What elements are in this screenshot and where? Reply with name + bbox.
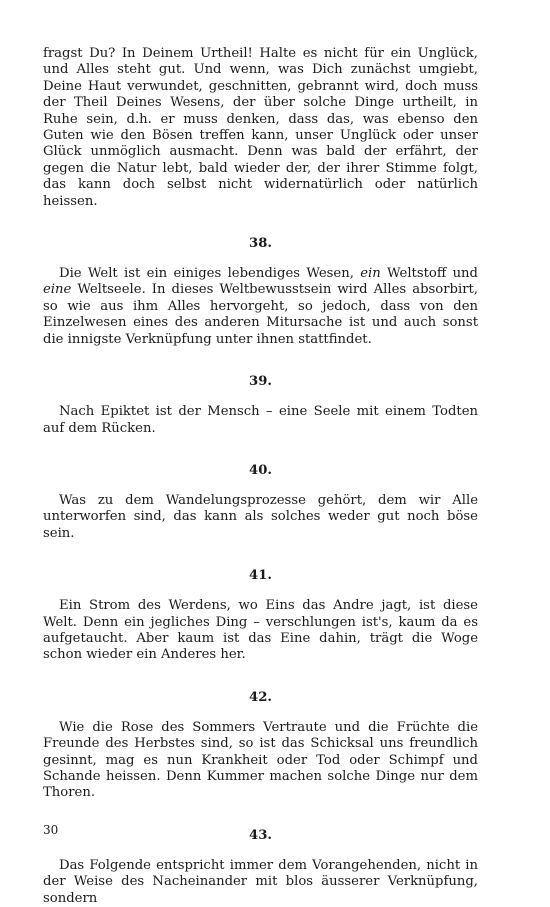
section-38-paragraph: [43, 266, 478, 348]
section-38-text-part: Die Welt ist ein einiges lebendiges Wesen,: [59, 266, 361, 282]
opening-paragraph: fragst Du? In Deinem Urtheil! Halte es nicht für ein Unglück, und Alles steht gut. Und wenn, was Dich zunächst umgiebt, Deine Haut verwundet, geschnitten, gebrannt wird, doch muss der Theil Deines Wesens, der über solche Dinge urtheilt, in Ruhe sein, d.h. er muss denken, dass das, was ebenso den Guten wie den Bösen treffen kann, unser Unglück oder unser Glück unmöglich ausmacht. Denn was bald der erfährt, der gegen die Natur lebt, bald wieder der, der ihrer Stimme folgt, das kann doch selbst nicht widernatürlich oder natürlich heissen.: [43, 46, 478, 209]
section-39-paragraph: Nach Epiktet ist der Mensch – eine Seele mit einem Todten auf dem Rücken.: [43, 404, 478, 436]
section-38-emphasis: eine: [43, 282, 72, 298]
section-38-text-part: Weltstoff und: [380, 266, 478, 282]
section-41-paragraph: Ein Strom des Werdens, wo Eins das Andre jagt, ist diese Welt. Denn ein jegliches Ding – verschlungen ist's, kaum da es aufgetaucht. Aber kaum ist das Eine dahin, trägt die Woge schon wieder ein Anderes her.: [43, 598, 478, 663]
page-body: [43, 46, 478, 907]
section-38-emphasis: ein: [360, 266, 381, 282]
section-number-38: 38.: [249, 236, 272, 252]
section-number-42: 42.: [249, 689, 272, 705]
section-number-41: 41.: [249, 568, 272, 584]
page-number: 30: [43, 823, 59, 837]
section-43-paragraph: Das Folgende entspricht immer dem Vorangehenden, nicht in der Weise des Nacheinander mit blos äusserer Verknüpfung, sondern: [43, 857, 478, 906]
section-40-paragraph: Was zu dem Wandelungsprozesse gehört, dem wir Alle unterworfen sind, das kann als solches weder gut noch böse sein.: [43, 492, 478, 541]
section-38-text-part: Weltseele. In dieses Weltbewusstsein wird Alles absorbirt, so wie aus ihm Alles hervorgeht, so jedoch, dass von den Einzelwesen eines des anderen Mitursache ist und auch sonst die innigste Verknüpfung unter ihnen stattfindet.: [43, 282, 478, 347]
section-number-39: 39.: [249, 374, 272, 390]
section-number-43: 43.: [249, 827, 272, 843]
section-42-paragraph: Wie die Rose des Sommers Vertraute und die Früchte die Freunde des Herbstes sind, so ist das Schicksal uns freundlich gesinnt, mag es nun Krankheit oder Tod oder Schimpf und Schande heissen. Denn Kummer machen solche Dinge nur dem Thoren.: [43, 719, 478, 801]
section-number-40: 40.: [249, 462, 272, 478]
